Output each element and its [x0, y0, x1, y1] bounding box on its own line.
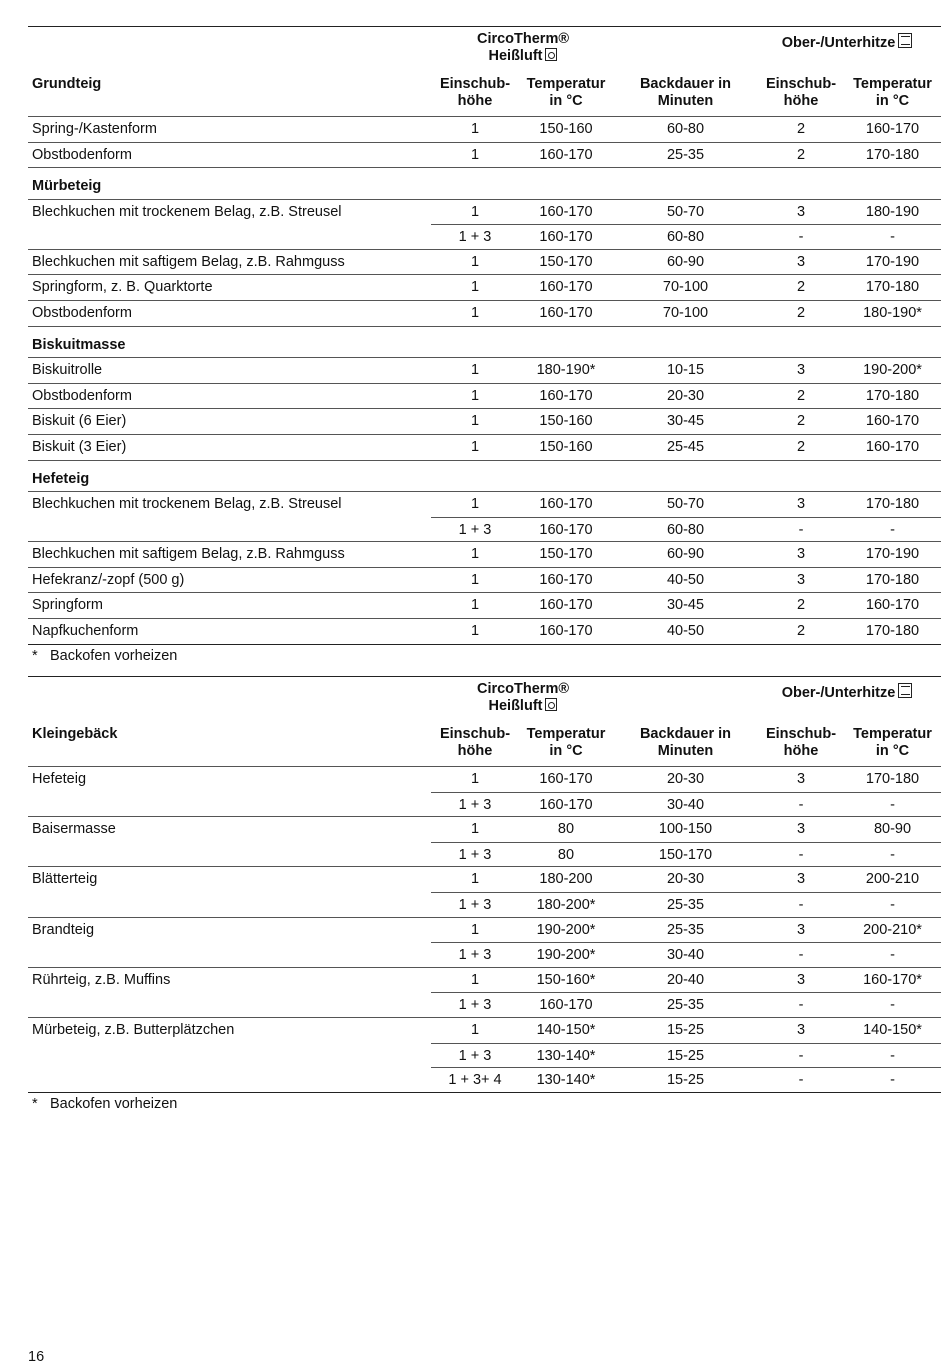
table-row [28, 434, 941, 460]
table-cell: 2 [796, 146, 806, 163]
table-cell: 150-170 [539, 253, 593, 270]
table-cell: 150-160 [539, 438, 593, 455]
table-cell: 15-25 [613, 1043, 758, 1068]
table-cell: 1 [470, 279, 480, 296]
baking-table-grundteig [28, 26, 941, 666]
table-cell: 80-90 [873, 821, 912, 838]
top-bottom-heat-icon [898, 33, 912, 48]
table-cell: 1 + 3 [431, 224, 519, 249]
table-row [28, 517, 941, 542]
table-cell: 1 [470, 496, 480, 513]
table-cell: 170-180 [865, 771, 920, 787]
table-cell: 20-40 [666, 971, 705, 988]
table-cell: 25-35 [613, 892, 758, 917]
table-cell: 170-180 [865, 146, 920, 163]
table-cell: - [844, 942, 941, 967]
table-cell: 40-50 [666, 623, 705, 639]
footnote-marker: * [32, 647, 38, 664]
table-cell: 80 [519, 842, 613, 867]
table-cell: 1 [470, 121, 480, 137]
table-cell: 15-25 [613, 1067, 758, 1092]
table-row [28, 942, 941, 967]
table-row [28, 491, 941, 517]
table-cell: 1 [470, 546, 480, 563]
circotherm-label: CircoTherm® [476, 31, 570, 47]
row-label: Biskuit (3 Eier) [32, 438, 127, 455]
column-header: Temperatur in °C [526, 76, 606, 109]
table-cell: 170-180 [865, 279, 920, 296]
table-cell: 1 [470, 623, 480, 639]
table-header [28, 26, 941, 116]
row-label: Mürbeteig, z.B. Butterplätzchen [32, 1021, 235, 1038]
footnote-text: Backofen vorheizen [50, 647, 178, 664]
table-row [28, 792, 941, 817]
table-cell: 60-80 [666, 121, 705, 137]
table-cell: - [758, 1043, 844, 1068]
table-cell: 50-70 [666, 203, 705, 220]
table-row [28, 618, 941, 644]
table-cell: 1 [470, 1021, 480, 1038]
section-title: Mürbeteig [32, 178, 102, 195]
table-cell: 160-170* [863, 971, 922, 988]
table-cell: 25-35 [666, 146, 705, 163]
row-label: Blätterteig [32, 871, 98, 888]
table-row [28, 892, 941, 917]
table-cell: 180-190* [863, 305, 922, 322]
table-cell: 160-170 [865, 597, 920, 614]
table-cell: 60-90 [666, 253, 705, 270]
table-row [28, 1067, 941, 1092]
table-cell: 170-180 [865, 387, 920, 404]
table-cell: 1 [470, 921, 480, 938]
row-label: Blechkuchen mit saftigem Belag, z.B. Rahmguss [32, 546, 345, 563]
column-header: Temperatur in °C [853, 76, 932, 109]
table-row [28, 300, 941, 326]
table-cell: 70-100 [662, 305, 709, 322]
row-label: Spring-/Kastenform [32, 121, 157, 137]
table-row [28, 249, 941, 275]
table-row [28, 842, 941, 867]
table-cell: 2 [796, 279, 806, 296]
table-cell: 2 [796, 597, 806, 614]
table-cell: 170-190 [865, 253, 920, 270]
table-cell: 1 + 3 [431, 792, 519, 817]
group-header-circotherm [428, 681, 618, 715]
table-cell: - [844, 892, 941, 917]
table-cell: 130-140* [519, 1067, 613, 1092]
table-row [28, 274, 941, 300]
row-label: Blechkuchen mit trockenem Belag, z.B. Streusel [32, 203, 342, 220]
table-cell: - [758, 1067, 844, 1092]
table-cell: - [758, 842, 844, 867]
top-bottom-heat-icon [898, 683, 912, 698]
table-cell: 3 [796, 571, 806, 588]
section-row [28, 460, 941, 492]
table-cell: 160-170 [539, 203, 593, 220]
table-cell: 1 [470, 971, 480, 988]
table-row [28, 224, 941, 249]
table-cell: 170-180 [865, 496, 920, 513]
row-label: Springform [32, 597, 103, 614]
table-cell: 190-200* [519, 942, 613, 967]
table-cell: 3 [796, 253, 806, 270]
group-header-circotherm [428, 31, 618, 65]
table-cell: 1 [470, 771, 480, 787]
table-cell: - [758, 792, 844, 817]
section-title: Biskuitmasse [32, 336, 126, 353]
table-cell: 200-210 [865, 871, 920, 888]
column-header: Einschub- höhe [765, 726, 837, 759]
table-cell: 160-170 [539, 771, 593, 787]
table-cell: - [758, 517, 844, 542]
column-header: Einschub- höhe [439, 726, 511, 759]
page-number: 16 [28, 1349, 45, 1365]
table-cell: 190-200* [536, 921, 596, 938]
table-cell: 2 [796, 387, 806, 404]
table-cell: 3 [796, 821, 806, 838]
table-row [28, 541, 941, 567]
table-row [28, 866, 941, 892]
footnote [28, 1094, 941, 1114]
table-cell: 60-90 [666, 546, 705, 563]
table-cell: 3 [796, 971, 806, 988]
row-label: Rührteig, z.B. Muffins [32, 971, 171, 988]
table-cell: 15-25 [666, 1021, 705, 1038]
table-cell: 50-70 [666, 496, 705, 513]
section-title: Hefeteig [32, 470, 90, 487]
section-header: Grundteig [32, 76, 102, 92]
fan-icon [545, 698, 557, 711]
table-cell: 60-80 [613, 517, 758, 542]
table-cell: 2 [796, 623, 806, 639]
table-cell: 1 + 3 [431, 892, 519, 917]
table-cell: 3 [796, 496, 806, 513]
row-label: Obstbodenform [32, 387, 132, 404]
circotherm-label: CircoTherm® [476, 681, 570, 697]
table-cell: 25-35 [666, 921, 705, 938]
table-row [28, 816, 941, 842]
table-cell: 160-170 [519, 517, 613, 542]
table-cell: - [844, 992, 941, 1017]
table-cell: 60-80 [613, 224, 758, 249]
table-bottom-rule [28, 644, 941, 645]
table-cell: - [844, 224, 941, 249]
table-cell: 1 [470, 871, 480, 888]
table-cell: 140-150* [536, 1021, 596, 1038]
table-cell: - [758, 942, 844, 967]
table-cell: 1 [470, 597, 480, 614]
table-cell: 2 [796, 413, 806, 430]
table-cell: 100-150 [658, 821, 713, 838]
row-label: Hefekranz/-zopf (500 g) [32, 571, 185, 588]
table-cell: 1 [470, 438, 480, 455]
table-cell: 1 [470, 362, 480, 379]
table-cell: 150-160 [539, 413, 593, 430]
table-cell: 1 + 3 [431, 992, 519, 1017]
heissluft-row [428, 698, 618, 715]
footnote-marker: * [32, 1095, 38, 1112]
row-label: Springform, z. B. Quarktorte [32, 279, 213, 296]
table-row [28, 116, 941, 142]
table-cell: 20-30 [666, 871, 705, 888]
table-cell: - [758, 892, 844, 917]
baking-table-kleingebaeck [28, 676, 941, 1114]
table-cell: 1 [470, 387, 480, 404]
table-cell: 170-190 [865, 546, 920, 563]
table-cell: 160-170 [865, 413, 920, 430]
table-cell: 160-170 [865, 438, 920, 455]
table-cell: 3 [796, 362, 806, 379]
table-cell: 140-150* [863, 1021, 922, 1038]
table-cell: 2 [796, 121, 806, 137]
table-cell: 160-170 [539, 571, 593, 588]
table-cell: 1 + 3+ 4 [431, 1067, 519, 1092]
fan-icon [545, 48, 557, 61]
row-label: Baisermasse [32, 821, 116, 838]
table-cell: 160-170 [519, 992, 613, 1017]
table-cell: 130-140* [519, 1043, 613, 1068]
table-cell: 1 [470, 413, 480, 430]
row-label: Biskuitrolle [32, 362, 103, 379]
table-cell: 80 [557, 821, 575, 838]
column-header: Backdauer in Minuten [639, 76, 732, 109]
table-row [28, 592, 941, 618]
table-cell: 200-210* [863, 921, 922, 938]
ober-unterhitze-label: Ober-/Unterhitze [781, 35, 896, 51]
row-label: Brandteig [32, 921, 95, 938]
table-row [28, 567, 941, 593]
table-cell: 160-170 [539, 305, 593, 322]
heissluft-label: Heißluft [488, 698, 543, 714]
table-cell: 180-190* [536, 362, 596, 379]
table-cell: 150-170 [613, 842, 758, 867]
group-header-ober-unterhitze [753, 33, 941, 52]
column-header: Temperatur in °C [853, 726, 932, 759]
table-cell: 3 [796, 871, 806, 888]
row-label: Obstbodenform [32, 305, 132, 322]
table-cell: 2 [796, 305, 806, 322]
table-cell: 30-40 [613, 792, 758, 817]
table-cell: 40-50 [666, 571, 705, 588]
table-cell: 10-15 [666, 362, 705, 379]
table-cell: 160-170 [865, 121, 920, 137]
table-cell: 190-200* [863, 362, 922, 379]
table-row [28, 408, 941, 434]
table-cell: 20-30 [666, 387, 705, 404]
table-cell: 160-170 [539, 279, 593, 296]
row-label: Napfkuchenform [32, 623, 139, 639]
table-cell: 1 [470, 571, 480, 588]
row-label: Blechkuchen mit trockenem Belag, z.B. Streusel [32, 496, 342, 513]
column-header: Temperatur in °C [526, 726, 606, 759]
column-header: Einschub- höhe [765, 76, 837, 109]
table-cell: 2 [796, 438, 806, 455]
table-cell: 160-170 [539, 387, 593, 404]
table-cell: 180-200 [539, 871, 593, 888]
table-cell: 150-160 [539, 121, 593, 137]
table-cell: 1 + 3 [431, 517, 519, 542]
table-cell: 25-35 [613, 992, 758, 1017]
table-cell: 160-170 [539, 496, 593, 513]
table-cell: 30-40 [613, 942, 758, 967]
table-cell: 180-200* [519, 892, 613, 917]
section-row [28, 326, 941, 358]
table-cell: - [844, 792, 941, 817]
ober-unterhitze-label: Ober-/Unterhitze [781, 685, 896, 701]
column-header: Backdauer in Minuten [639, 726, 732, 759]
table-cell: 1 + 3 [431, 842, 519, 867]
row-label: Biskuit (6 Eier) [32, 413, 127, 430]
row-label: Hefeteig [32, 771, 87, 787]
table-cell: 1 [470, 203, 480, 220]
table-cell: 3 [796, 771, 806, 787]
table-cell: 30-45 [666, 413, 705, 430]
table-cell: 3 [796, 546, 806, 563]
table-cell: 1 [470, 305, 480, 322]
table-cell: - [758, 992, 844, 1017]
table-row [28, 142, 941, 168]
section-row [28, 167, 941, 199]
group-header-ober-unterhitze [753, 683, 941, 702]
table-row [28, 357, 941, 383]
table-row [28, 917, 941, 943]
table-cell: 30-45 [666, 597, 705, 614]
table-cell: 160-170 [539, 146, 593, 163]
table-cell: 150-160* [536, 971, 596, 988]
table-row [28, 1017, 941, 1043]
table-cell: 1 [470, 146, 480, 163]
table-cell: 170-180 [865, 571, 920, 588]
table-cell: 1 + 3 [431, 1043, 519, 1068]
table-cell: 160-170 [519, 792, 613, 817]
table-cell: 170-180 [865, 623, 920, 639]
table-cell: 1 [470, 821, 480, 838]
heissluft-label: Heißluft [488, 48, 543, 64]
table-cell: 20-30 [666, 771, 705, 787]
table-cell: 3 [796, 1021, 806, 1038]
row-label: Blechkuchen mit saftigem Belag, z.B. Rahmguss [32, 253, 345, 270]
table-cell: 70-100 [662, 279, 709, 296]
table-cell: 1 [470, 253, 480, 270]
table-cell: 160-170 [539, 597, 593, 614]
table-cell: 160-170 [539, 623, 593, 639]
column-header: Einschub- höhe [439, 76, 511, 109]
row-label: Obstbodenform [32, 146, 132, 163]
table-header [28, 676, 941, 766]
table-cell: 3 [796, 921, 806, 938]
footnote-text: Backofen vorheizen [50, 1095, 178, 1112]
table-cell: 150-170 [539, 546, 593, 563]
table-cell: 160-170 [519, 224, 613, 249]
table-row [28, 992, 941, 1017]
section-header: Kleingebäck [32, 726, 118, 742]
table-cell: - [758, 224, 844, 249]
table-cell: 180-190 [865, 203, 920, 220]
table-cell: - [844, 517, 941, 542]
table-cell: - [844, 1043, 941, 1068]
heissluft-row [428, 48, 618, 65]
footnote [28, 646, 941, 666]
table-cell: 25-45 [666, 438, 705, 455]
table-cell: 3 [796, 203, 806, 220]
table-row [28, 766, 941, 792]
table-cell: - [844, 842, 941, 867]
table-row [28, 967, 941, 993]
table-row [28, 199, 941, 225]
table-row [28, 1043, 941, 1068]
table-cell: - [844, 1067, 941, 1092]
table-cell: 1 + 3 [431, 942, 519, 967]
table-row [28, 383, 941, 409]
